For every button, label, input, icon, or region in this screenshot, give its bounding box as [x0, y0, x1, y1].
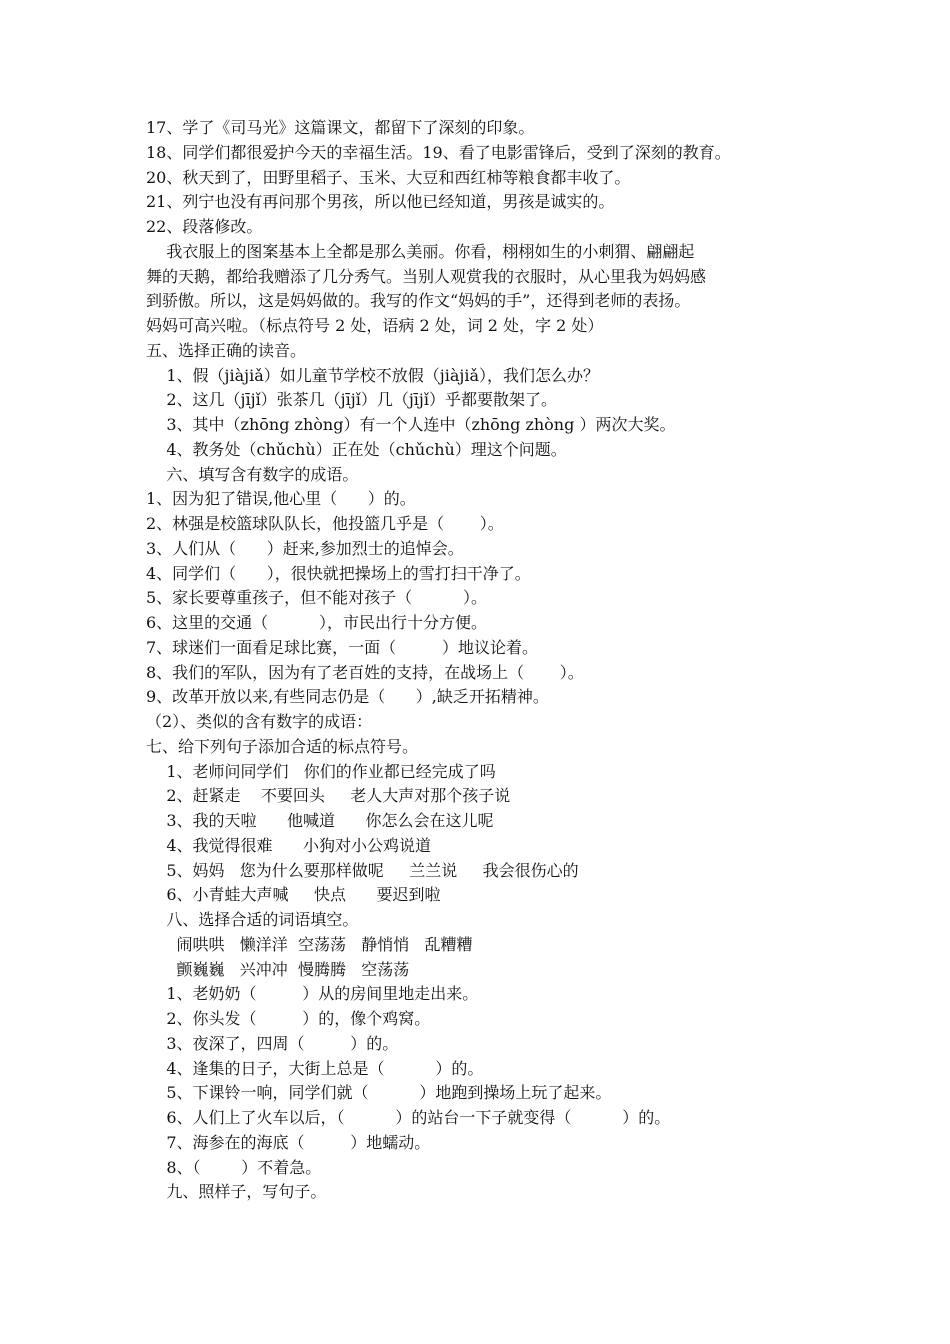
document-line: 八、选择合适的词语填空。 [146, 910, 359, 929]
document-line: 1、因为犯了错误,他心里（ ）的。 [146, 489, 416, 509]
document-line: 2、赶紧走 不要回头 老人大声对那个孩子说 [146, 786, 511, 806]
document-line: 九、照样子，写句子。 [146, 1182, 327, 1202]
document-line: 4、逢集的日子，大街上总是（ ）的。 [146, 1058, 484, 1078]
document-line: 5、妈妈 您为什么要那样做呢 兰兰说 我会很伤心的 [146, 860, 579, 880]
document-line: 3、其中（zhōng zhòng）有一个人连中（zhōng zhòng ）两次大奖。 [146, 415, 676, 434]
document-line: 21、列宁也没有再问那个男孩，所以他已经知道，男孩是诚实的。 [146, 192, 615, 212]
document-line: 闹哄哄 懒洋洋 空荡荡 静悄悄 乱糟糟 [146, 934, 473, 954]
document-line: 9、改革开放以来,有些同志仍是（ ）,缺乏开拓精神。 [146, 687, 549, 707]
document-line: （2）、类似的含有数字的成语： [146, 712, 373, 731]
document-line: 妈妈可高兴啦。（标点符号 2 处，语病 2 处，词 2 处，字 2 处） [146, 316, 604, 335]
document-line: 7、球迷们一面看足球比赛，一面（ ）地议论着。 [146, 637, 538, 657]
document-line: 20、秋天到了，田野里稻子、玉米、大豆和西红柿等粮食都丰收了。 [146, 167, 631, 187]
document-line: 8、我们的军队，因为有了老百姓的支持，在战场上（ ）。 [146, 662, 584, 682]
document-line: 4、同学们（ ），很快就把操场上的雪打扫干净了。 [146, 563, 531, 583]
document-line: 1、假（jiàjiǎ）如儿童节学校不放假（jiàjiǎ），我们怎么办？ [146, 365, 599, 385]
document-line: 五、选择正确的读音。 [146, 340, 307, 360]
document-line: 3、夜深了，四周（ ）的。 [146, 1033, 399, 1053]
document-line: 2、你头发（ ）的，像个鸡窝。 [146, 1009, 431, 1028]
document-line: 5、下课铃一响，同学们就（ ）地跑到操场上玩了起来。 [146, 1083, 612, 1103]
document-line: 5、家长要尊重孩子，但不能对孩子（ ）。 [146, 588, 488, 608]
document-line: 2、林强是校篮球队队长，他投篮几乎是（ ）。 [146, 514, 504, 533]
document-line: 2、这几（jījǐ）张茶几（jījǐ）几（jījǐ）乎都要散架了。 [146, 390, 557, 410]
document-line: 1、老师问同学们 你们的作业都已经完成了吗 [146, 761, 496, 781]
document-line: 我衣服上的图案基本上全都是那么美丽。你看，栩栩如生的小刺猬、翩翩起 [146, 241, 695, 261]
document-line: 6、小青蛙大声喊 快点 要迟到啦 [146, 885, 441, 905]
document-line: 3、我的天啦 他喊道 你怎么会在这儿呢 [146, 811, 494, 830]
document-line: 4、我觉得很难 小狗对小公鸡说道 [146, 835, 432, 855]
document-line: 4、教务处（chǔchù）正在处（chǔchù）理这个问题。 [146, 439, 567, 459]
document-line: 到骄傲。所以，这是妈妈做的。我写的作文“妈妈的手”，还得到老师的表扬。 [146, 291, 691, 311]
document-line: 17、学了《司马光》这篇课文，都留下了深刻的印象。 [146, 118, 535, 137]
document-line: 七、给下列句子添加合适的标点符号。 [146, 736, 419, 756]
document-line: 6、这里的交通（ ），市民出行十分方便。 [146, 613, 488, 632]
document-line: 颤巍巍 兴冲冲 慢腾腾 空荡荡 [146, 959, 410, 979]
document-line: 六、填写含有数字的成语。 [146, 464, 359, 484]
document-line: 8、（ ）不着急。 [146, 1157, 322, 1177]
document-line: 18、同学们都很爱护今天的幸福生活。19、看了电影雷锋后，受到了深刻的教育。 [146, 142, 731, 162]
document-line: 3、人们从（ ）赶来,参加烈士的追悼会。 [146, 538, 464, 558]
document-line: 6、人们上了火车以后，（ ）的站台一下子就变得（ ）的。 [146, 1108, 671, 1127]
document-line: 7、海参在的海底（ ）地蠕动。 [146, 1132, 431, 1152]
document-line: 22、段落修改。 [146, 217, 263, 236]
document-line: 舞的天鹅，都给我赠添了几分秀气。当别人观赏我的衣服时，从心里我为妈妈感 [146, 266, 707, 286]
document-line: 1、老奶奶（ ）从的房间里地走出来。 [146, 984, 479, 1004]
